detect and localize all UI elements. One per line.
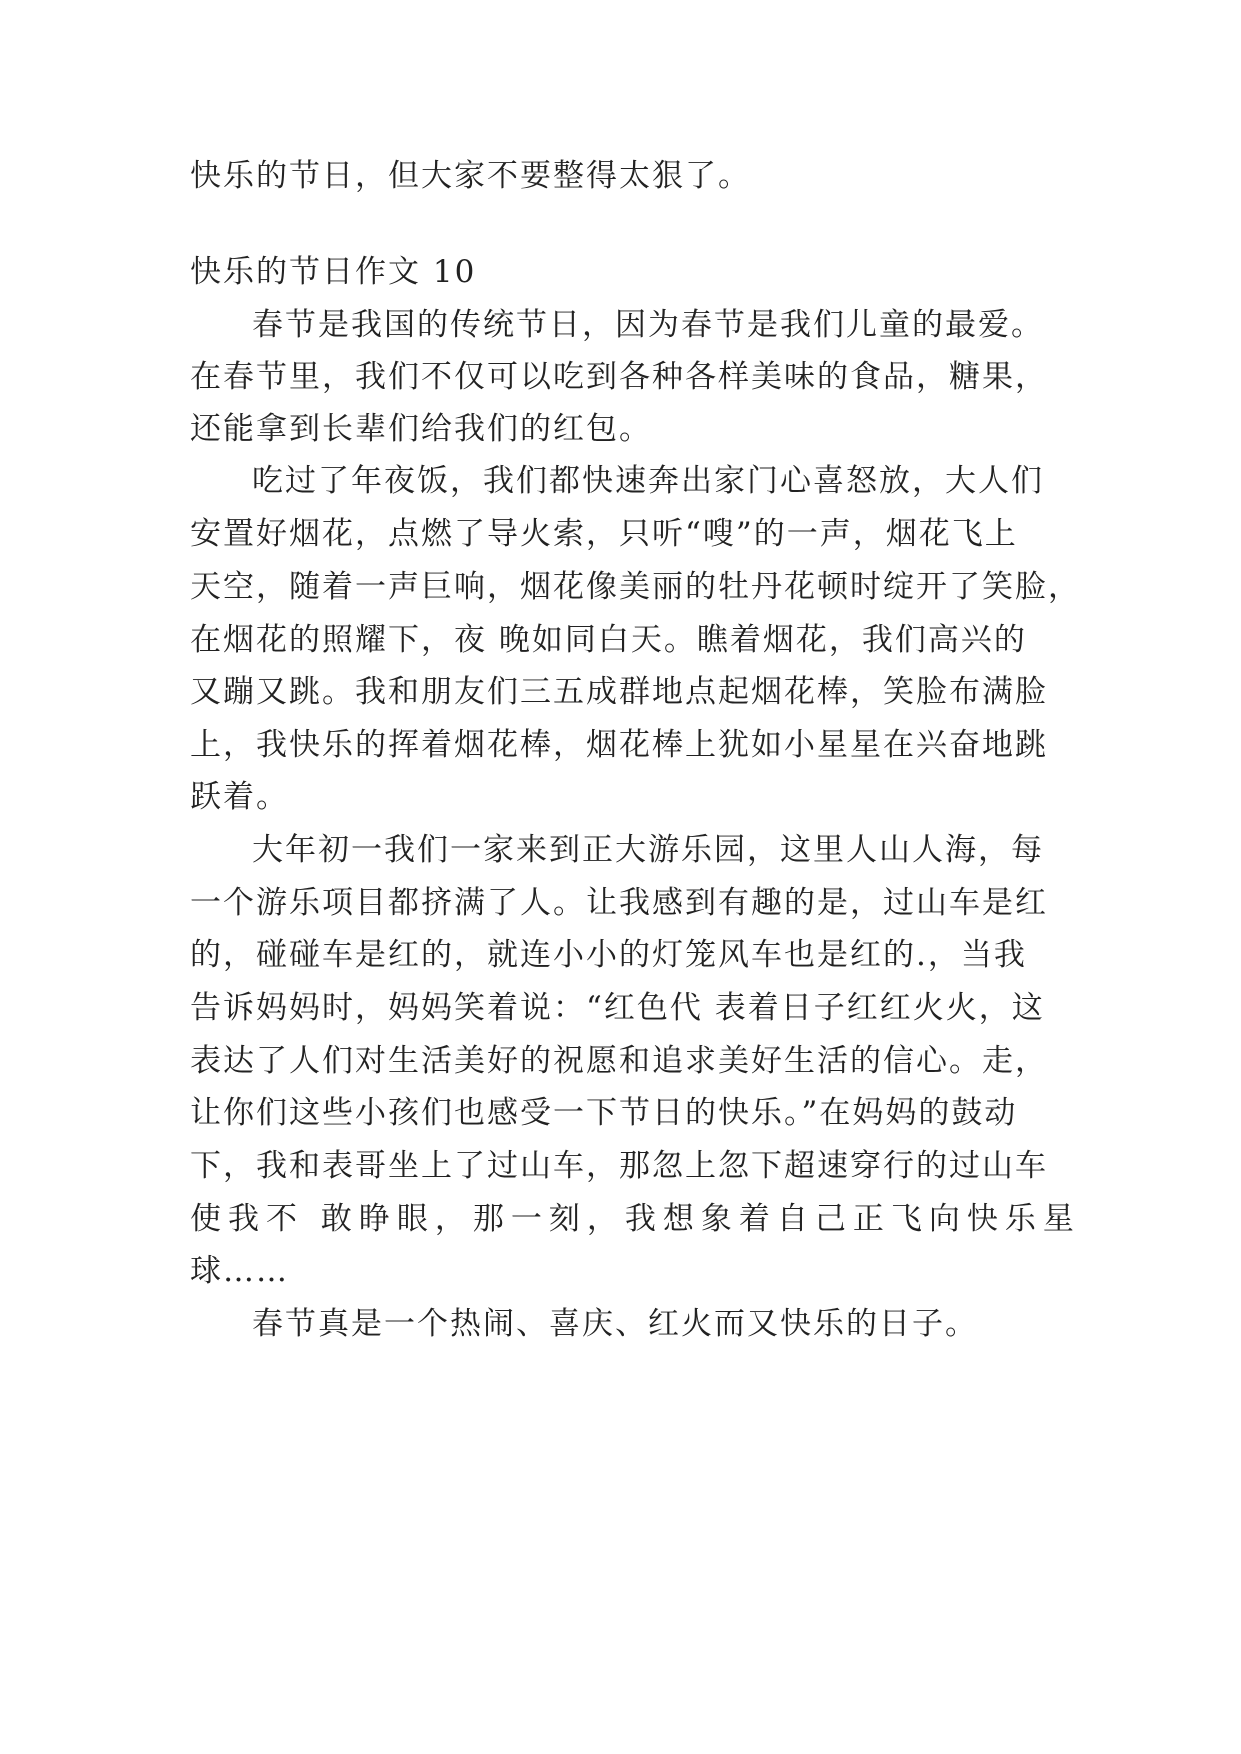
- paragraph-line: 告诉妈妈时，妈妈笑着说：“红色代 表着日子红红火火，这: [190, 990, 1045, 1026]
- paragraph-line: 春节真是一个热闹、喜庆、红火而又快乐的日子。: [252, 1306, 978, 1342]
- paragraph-line: 还能拿到长辈们给我们的红包。: [190, 411, 652, 447]
- paragraph-line: 天空，随着一声巨响，烟花像美丽的牡丹花顿时绽开了笑脸，: [190, 569, 1081, 605]
- paragraph-line: 上，我快乐的挥着烟花棒，烟花棒上犹如小星星在兴奋地跳: [190, 727, 1048, 763]
- paragraph-line: 大年初一我们一家来到正大游乐园，这里人山人海，每: [252, 832, 1044, 868]
- text-line: 快乐的节日，但大家不要整得太狠了。: [190, 158, 751, 194]
- paragraph-line: 球……: [190, 1253, 289, 1289]
- paragraph-line: 的，碰碰车是红的，就连小小的灯笼风车也是红的.，当我: [190, 937, 1027, 973]
- paragraph-line: 让你们这些小孩们也感受一下节日的快乐。”在妈妈的鼓动: [190, 1095, 1018, 1131]
- paragraph-line: 一个游乐项目都挤满了人。让我感到有趣的是，过山车是红: [190, 885, 1048, 921]
- paragraph-line: 春节是我国的传统节日，因为春节是我们儿童的最爱。: [252, 307, 1044, 343]
- paragraph-line: 表达了人们对生活美好的祝愿和追求美好生活的信心。走，: [190, 1043, 1048, 1079]
- paragraph-line: 在烟花的照耀下，夜 晚如同白天。瞧着烟花，我们高兴的: [190, 622, 1027, 658]
- section-heading: 快乐的节日作文 10: [190, 254, 477, 290]
- paragraph-line: 在春节里，我们不仅可以吃到各种各样美味的食品，糖果，: [190, 359, 1048, 395]
- paragraph-line: 使我不 敢睁眼，那一刻，我想象着自己正飞向快乐星: [190, 1201, 1081, 1237]
- paragraph-line: 吃过了年夜饭，我们都快速奔出家门心喜怒放，大人们: [252, 463, 1044, 499]
- paragraph-line: 安置好烟花，点燃了导火索，只听“嗖”的一声，烟花飞上: [190, 516, 1018, 552]
- paragraph-line: 下，我和表哥坐上了过山车，那忽上忽下超速穿行的过山车: [190, 1148, 1048, 1184]
- paragraph-line: 又蹦又跳。我和朋友们三五成群地点起烟花棒，笑脸布满脸: [190, 674, 1048, 710]
- paragraph-line: 跃着。: [190, 779, 289, 815]
